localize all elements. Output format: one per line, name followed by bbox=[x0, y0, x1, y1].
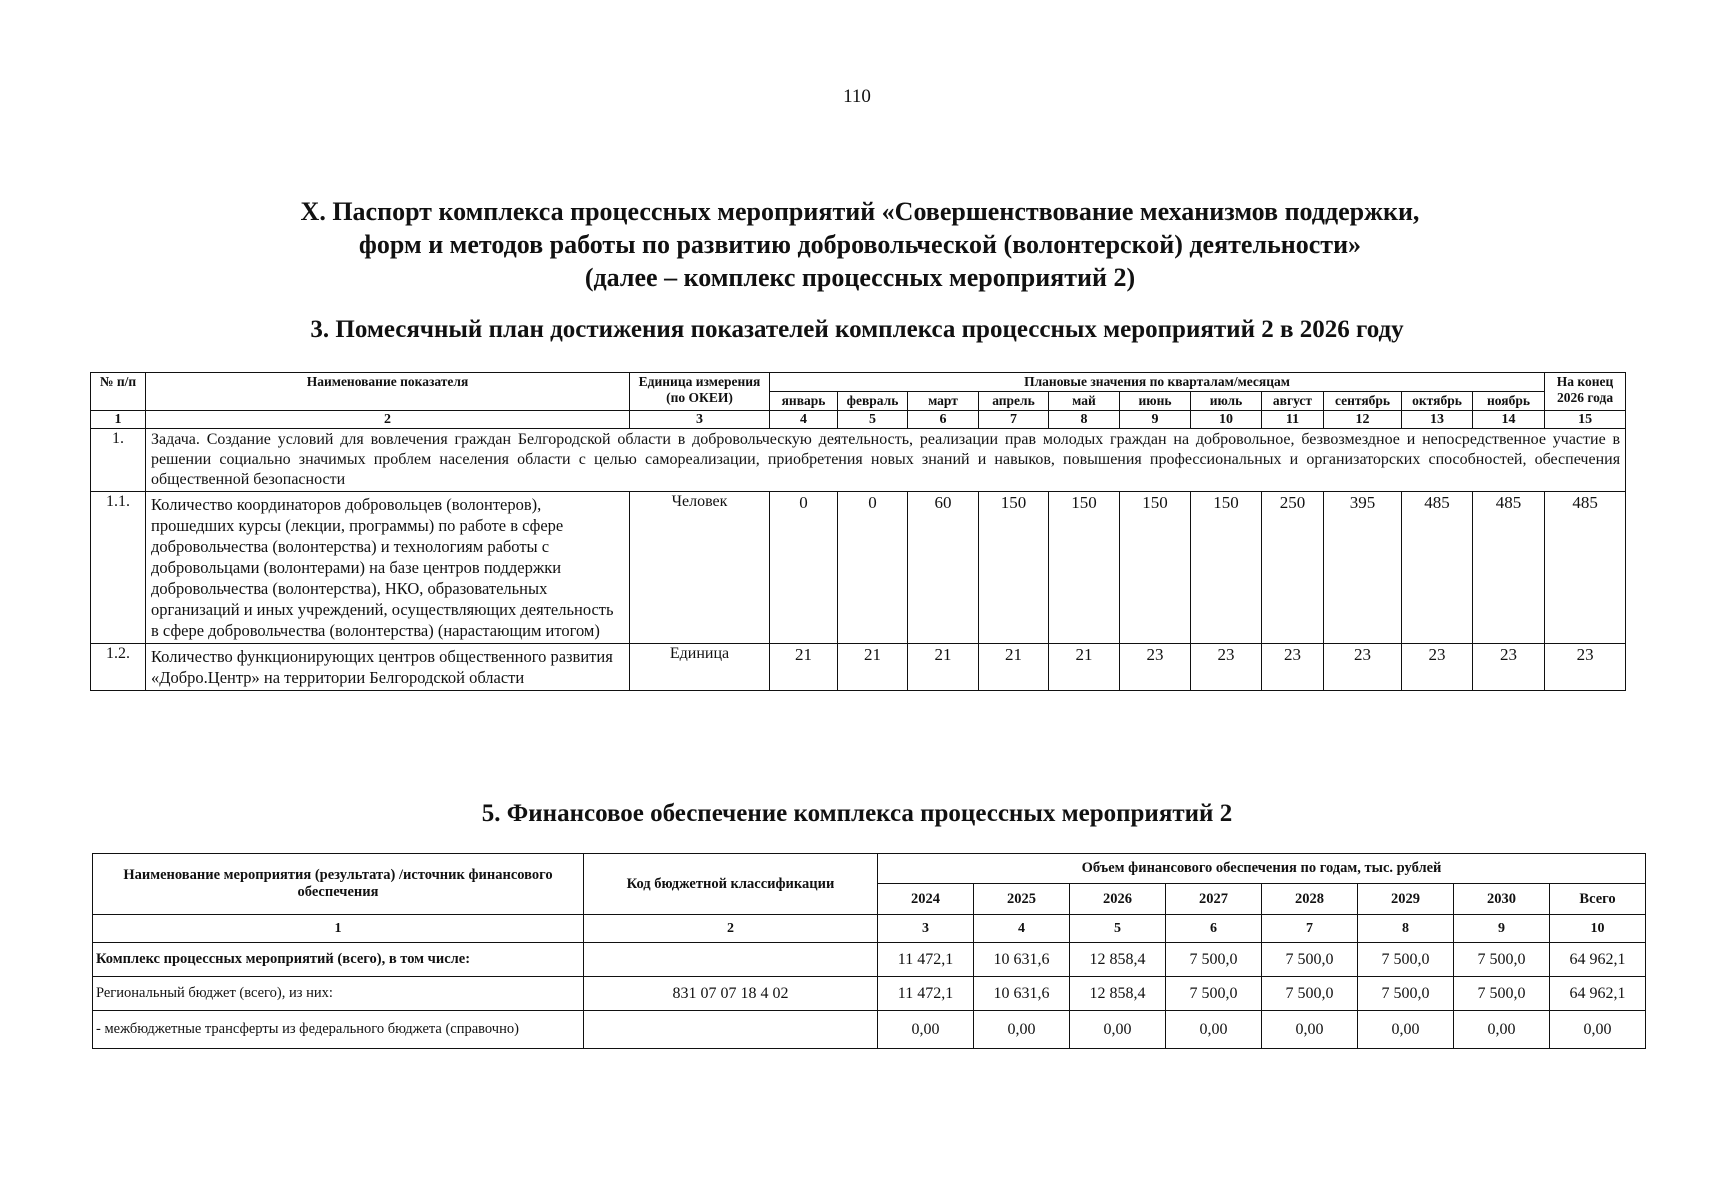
indicator-row bbox=[91, 644, 1626, 691]
fin-row-value: 7 500,0 bbox=[1358, 977, 1454, 1011]
task-text: Задача. Создание условий для вовлечения граждан Белгородской области в добровольческую деятельность, реализации прав молодых граждан на добровольное, безвозмездное и непосредственное участие в решении социально значимых проблем населения области с целью самореализации, приобретения новых знаний и навыков, повышения профессиональных и организаторских способностей, обеспечения общественной безопасности bbox=[146, 429, 1626, 492]
indicator-value: 23 bbox=[1120, 644, 1191, 691]
month-header: апрель bbox=[979, 392, 1049, 411]
month-header: ноябрь bbox=[1473, 392, 1545, 411]
fin-row-value: 0,00 bbox=[1070, 1011, 1166, 1049]
indicator-value: 21 bbox=[1049, 644, 1120, 691]
column-number: 3 bbox=[630, 411, 770, 429]
month-header: февраль bbox=[838, 392, 908, 411]
page-number: 110 bbox=[843, 86, 871, 107]
fin-row-value: 7 500,0 bbox=[1166, 977, 1262, 1011]
fin-column-number: 10 bbox=[1550, 915, 1646, 943]
indicator-value: 23 bbox=[1324, 644, 1402, 691]
fin-row-value: 0,00 bbox=[1166, 1011, 1262, 1049]
indicator-index: 1.1. bbox=[91, 492, 146, 644]
column-number: 14 bbox=[1473, 411, 1545, 429]
financing-table bbox=[92, 853, 1646, 1049]
column-number-row bbox=[91, 411, 1626, 429]
column-number: 5 bbox=[838, 411, 908, 429]
column-number: 4 bbox=[770, 411, 838, 429]
fin-row-value: 12 858,4 bbox=[1070, 943, 1166, 977]
indicator-value: 60 bbox=[908, 492, 979, 644]
indicator-value: 0 bbox=[770, 492, 838, 644]
indicator-value: 23 bbox=[1402, 644, 1473, 691]
fin-row-value: 7 500,0 bbox=[1454, 977, 1550, 1011]
fin-column-number-row bbox=[93, 915, 1646, 943]
fin-row-value: 0,00 bbox=[1454, 1011, 1550, 1049]
fin-row-name: Комплекс процессных мероприятий (всего), в том числе: bbox=[93, 943, 584, 977]
column-number: 11 bbox=[1262, 411, 1324, 429]
indicator-value: 21 bbox=[770, 644, 838, 691]
indicator-value: 250 bbox=[1262, 492, 1324, 644]
task-row bbox=[91, 429, 1626, 492]
fin-row-value: 0,00 bbox=[1262, 1011, 1358, 1049]
column-number: 6 bbox=[908, 411, 979, 429]
indicator-value: 395 bbox=[1324, 492, 1402, 644]
fin-row-value: 7 500,0 bbox=[1166, 943, 1262, 977]
indicator-value: 150 bbox=[1191, 492, 1262, 644]
fin-row-value: 0,00 bbox=[974, 1011, 1070, 1049]
section-5-title: 5. Финансовое обеспечение комплекса процессных мероприятий 2 bbox=[481, 800, 1233, 827]
indicator-value: 23 bbox=[1191, 644, 1262, 691]
month-header: май bbox=[1049, 392, 1120, 411]
fin-year-header: 2028 bbox=[1262, 884, 1358, 915]
column-number: 8 bbox=[1049, 411, 1120, 429]
fin-row-value: 7 500,0 bbox=[1262, 943, 1358, 977]
column-number: 15 bbox=[1545, 411, 1626, 429]
fin-row bbox=[93, 1011, 1646, 1049]
column-number: 9 bbox=[1120, 411, 1191, 429]
fin-header-volume: Объем финансового обеспечения по годам, тыс. рублей bbox=[878, 854, 1646, 884]
indicator-index: 1.2. bbox=[91, 644, 146, 691]
fin-row-name: Региональный бюджет (всего), из них: bbox=[93, 977, 584, 1011]
fin-year-header: 2024 bbox=[878, 884, 974, 915]
indicator-value: 485 bbox=[1473, 492, 1545, 644]
fin-column-number: 9 bbox=[1454, 915, 1550, 943]
fin-column-number: 1 bbox=[93, 915, 584, 943]
fin-row-name: - межбюджетные трансферты из федерального бюджета (справочно) bbox=[93, 1011, 584, 1049]
column-number: 13 bbox=[1402, 411, 1473, 429]
document-headline bbox=[200, 195, 1520, 294]
header-end-of-year: На конец 2026 года bbox=[1545, 373, 1626, 411]
indicator-unit: Единица bbox=[630, 644, 770, 691]
fin-row-value: 11 472,1 bbox=[878, 977, 974, 1011]
fin-row-value: 12 858,4 bbox=[1070, 977, 1166, 1011]
column-number: 12 bbox=[1324, 411, 1402, 429]
indicator-value: 23 bbox=[1545, 644, 1626, 691]
task-index: 1. bbox=[91, 429, 146, 492]
fin-row-code bbox=[584, 943, 878, 977]
fin-year-header: 2029 bbox=[1358, 884, 1454, 915]
fin-header-code: Код бюджетной классификации bbox=[584, 854, 878, 915]
indicator-value: 23 bbox=[1473, 644, 1545, 691]
headline-line-2: форм и методов работы по развитию добровольческой (волонтерской) деятельности» bbox=[358, 230, 1362, 259]
fin-year-header: Всего bbox=[1550, 884, 1646, 915]
column-number: 2 bbox=[146, 411, 630, 429]
header-unit: Единица измерения (по ОКЕИ) bbox=[630, 373, 770, 411]
fin-year-header: 2026 bbox=[1070, 884, 1166, 915]
month-header: август bbox=[1262, 392, 1324, 411]
column-number: 1 bbox=[91, 411, 146, 429]
fin-row-value: 10 631,6 bbox=[974, 977, 1070, 1011]
indicator-value: 21 bbox=[838, 644, 908, 691]
fin-row-value: 11 472,1 bbox=[878, 943, 974, 977]
indicator-value: 150 bbox=[1120, 492, 1191, 644]
fin-year-header: 2025 bbox=[974, 884, 1070, 915]
monthly-plan-table bbox=[90, 372, 1626, 691]
fin-header-name: Наименование мероприятия (результата) /источник финансового обеспечения bbox=[93, 854, 584, 915]
indicator-name: Количество функционирующих центров общественного развития «Добро.Центр» на территории Белгородской области bbox=[146, 644, 630, 691]
indicator-value: 150 bbox=[979, 492, 1049, 644]
fin-year-header: 2027 bbox=[1166, 884, 1262, 915]
fin-row-value: 64 962,1 bbox=[1550, 977, 1646, 1011]
fin-year-header: 2030 bbox=[1454, 884, 1550, 915]
month-header: июль bbox=[1191, 392, 1262, 411]
indicator-value: 21 bbox=[908, 644, 979, 691]
header-indicator-name: Наименование показателя bbox=[146, 373, 630, 411]
fin-row-value: 0,00 bbox=[878, 1011, 974, 1049]
header-num: № п/п bbox=[91, 373, 146, 411]
fin-row-value: 7 500,0 bbox=[1454, 943, 1550, 977]
header-planned-values: Плановые значения по кварталам/месяцам bbox=[770, 373, 1545, 392]
indicator-value: 21 bbox=[979, 644, 1049, 691]
fin-column-number: 6 bbox=[1166, 915, 1262, 943]
indicator-unit: Человек bbox=[630, 492, 770, 644]
section-3-title: 3. Помесячный план достижения показателей комплекса процессных мероприятий 2 в 2026 году bbox=[310, 316, 1404, 343]
month-header: сентябрь bbox=[1324, 392, 1402, 411]
fin-row-value: 64 962,1 bbox=[1550, 943, 1646, 977]
fin-column-number: 5 bbox=[1070, 915, 1166, 943]
indicator-name: Количество координаторов добровольцев (волонтеров), прошедших курсы (лекции, программы) по работе в сфере добровольчества (волонтерства) и технологиям работы с добровольцами (волонтерами) на базе центров поддержки добровольчества (волонтерства), НКО, образовательных организаций и иных учреждений, осуществляющих деятельность в сфере добровольчества (волонтерства) (нарастающим итогом) bbox=[146, 492, 630, 644]
fin-row-value: 7 500,0 bbox=[1262, 977, 1358, 1011]
fin-row-value: 7 500,0 bbox=[1358, 943, 1454, 977]
month-header: январь bbox=[770, 392, 838, 411]
indicator-value: 23 bbox=[1262, 644, 1324, 691]
fin-row bbox=[93, 977, 1646, 1011]
fin-column-number: 4 bbox=[974, 915, 1070, 943]
fin-column-number: 2 bbox=[584, 915, 878, 943]
indicator-value: 485 bbox=[1402, 492, 1473, 644]
indicator-value: 150 bbox=[1049, 492, 1120, 644]
month-header: март bbox=[908, 392, 979, 411]
indicator-value: 0 bbox=[838, 492, 908, 644]
fin-row-value: 10 631,6 bbox=[974, 943, 1070, 977]
fin-row-value: 0,00 bbox=[1358, 1011, 1454, 1049]
column-number: 10 bbox=[1191, 411, 1262, 429]
fin-column-number: 3 bbox=[878, 915, 974, 943]
indicator-row bbox=[91, 492, 1626, 644]
fin-column-number: 7 bbox=[1262, 915, 1358, 943]
month-header: октябрь bbox=[1402, 392, 1473, 411]
column-number: 7 bbox=[979, 411, 1049, 429]
fin-row-code: 831 07 07 18 4 02 bbox=[584, 977, 878, 1011]
fin-column-number: 8 bbox=[1358, 915, 1454, 943]
fin-row bbox=[93, 943, 1646, 977]
headline-line-3: (далее – комплекс процессных мероприятий 2) bbox=[584, 263, 1136, 292]
indicator-value: 485 bbox=[1545, 492, 1626, 644]
fin-row-value: 0,00 bbox=[1550, 1011, 1646, 1049]
headline-line-1: X. Паспорт комплекса процессных мероприятий «Совершенствование механизмов поддержки, bbox=[300, 197, 1420, 226]
fin-row-code bbox=[584, 1011, 878, 1049]
month-header: июнь bbox=[1120, 392, 1191, 411]
